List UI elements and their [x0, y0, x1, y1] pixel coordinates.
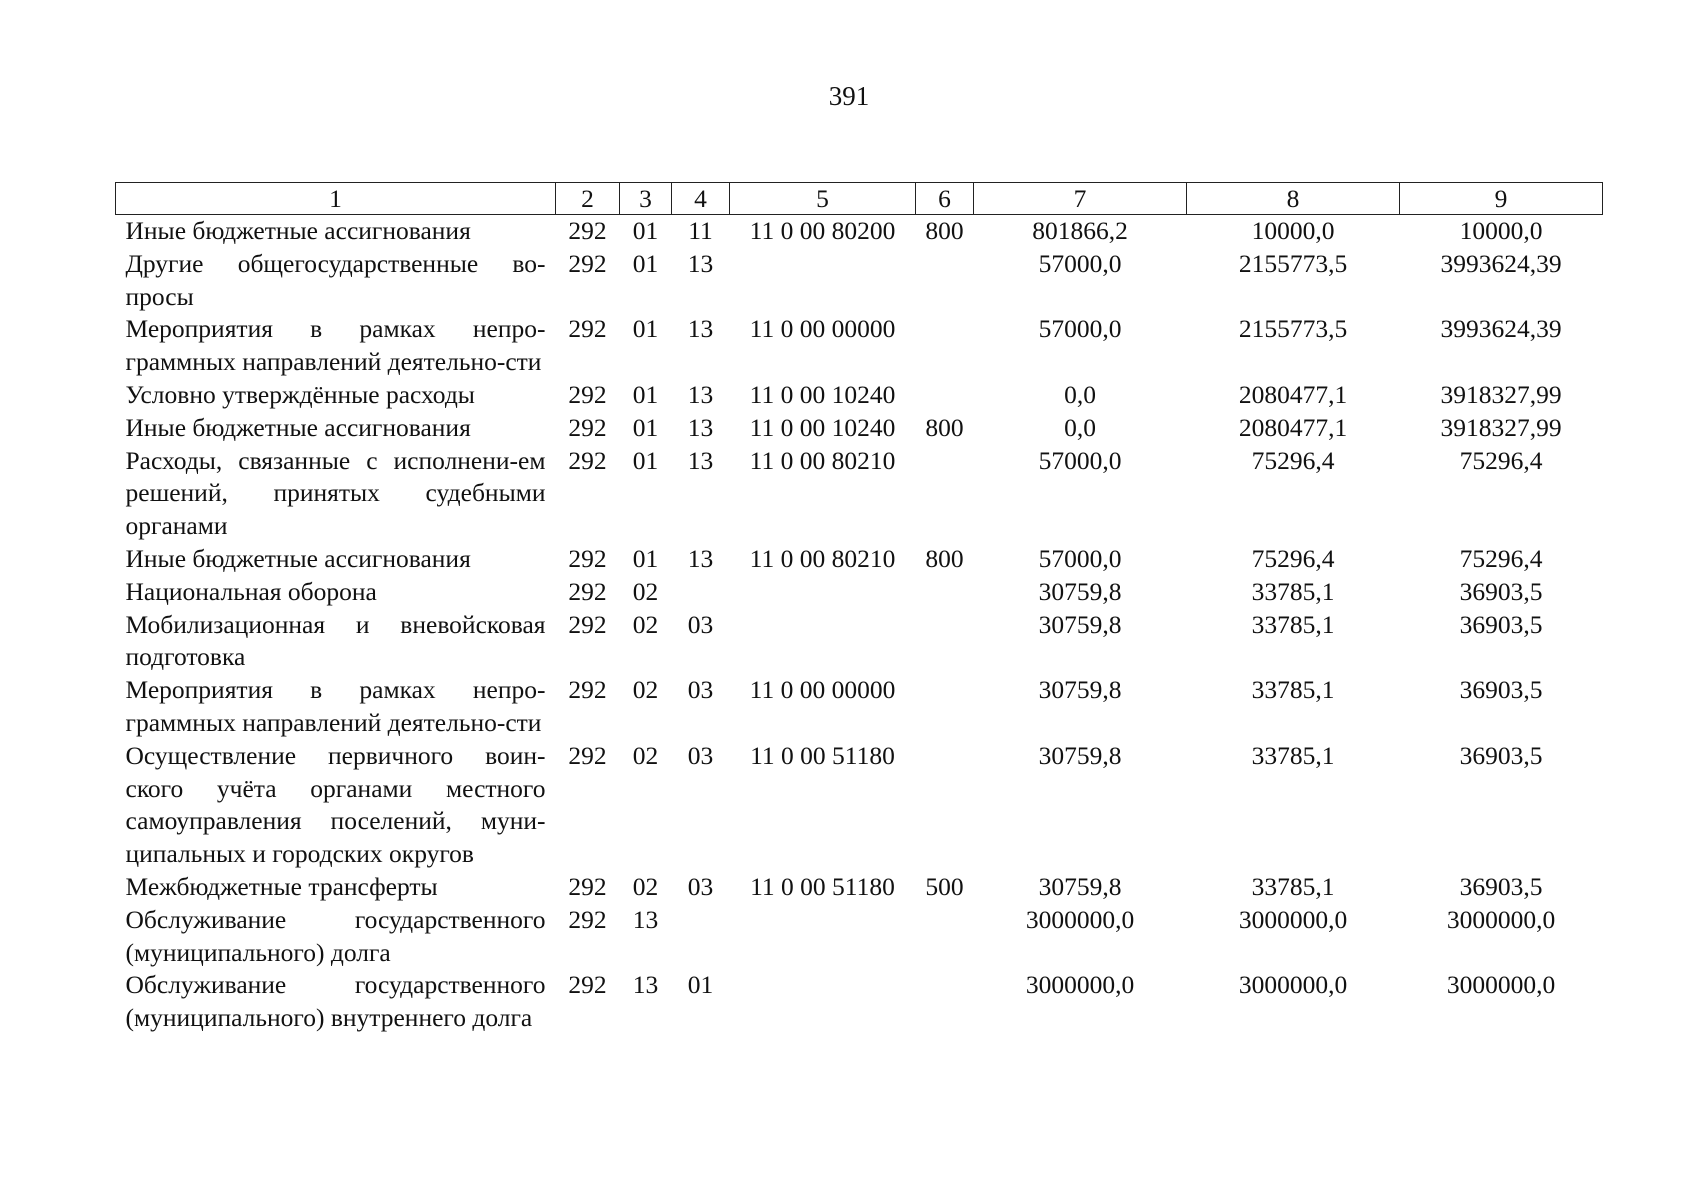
row-subsection-code: 13 [687, 379, 714, 409]
row-target-article [730, 904, 916, 970]
row-section-code: 01 [632, 412, 659, 442]
row-name: Мобилизационная и вневойсковая подготовка [125, 609, 546, 672]
budget-table [115, 182, 1603, 1035]
header-col-6: 6 [916, 183, 974, 215]
row-name: Обслуживание государственного (муниципального) внутреннего долга [125, 970, 546, 1033]
row-amount-col8: 3000000,0 [1238, 904, 1348, 934]
row-amount-col8: 33785,1 [1251, 675, 1335, 705]
row-subsection-code: 03 [687, 740, 714, 770]
row-target-article [730, 248, 916, 314]
row-grbs-code: 292 [568, 675, 607, 705]
row-amount-col8: 2155773,5 [1238, 248, 1348, 278]
row-target-article: 11 0 00 10240 [749, 379, 896, 409]
row-name: Обслуживание государственного (муниципального) долга [125, 904, 546, 967]
row-amount-col9: 3918327,99 [1440, 412, 1562, 442]
row-section-code: 02 [632, 871, 659, 901]
table-row [116, 576, 1603, 609]
row-amount-col8: 2080477,1 [1238, 379, 1348, 409]
row-target-article: 11 0 00 80200 [749, 216, 896, 245]
page-number: 391 [828, 81, 870, 111]
row-amount-col7: 57000,0 [1038, 314, 1122, 344]
row-grbs-code: 292 [568, 904, 607, 934]
header-row [116, 183, 1603, 215]
row-expense-type [916, 379, 974, 412]
row-amount-col7: 0,0 [1064, 412, 1096, 442]
row-expense-type: 800 [925, 543, 964, 573]
row-grbs-code: 292 [568, 445, 607, 475]
row-section-code: 13 [632, 970, 659, 1000]
row-amount-col8: 3000000,0 [1238, 970, 1348, 1000]
row-subsection-code: 03 [687, 609, 714, 639]
table-row [116, 313, 1603, 379]
row-amount-col7: 57000,0 [1038, 543, 1122, 573]
row-expense-type [916, 445, 974, 543]
row-target-article [730, 609, 916, 675]
row-grbs-code: 292 [568, 379, 607, 409]
row-section-code: 02 [632, 576, 659, 606]
row-expense-type [916, 969, 974, 1035]
row-subsection-code: 13 [687, 412, 714, 442]
row-expense-type: 800 [925, 216, 964, 245]
row-amount-col7: 0,0 [1064, 379, 1096, 409]
table-row [116, 543, 1603, 576]
header-col-4: 4 [672, 183, 730, 215]
table-row [116, 904, 1603, 970]
row-amount-col9: 36903,5 [1459, 675, 1543, 705]
row-subsection-code: 03 [687, 871, 714, 901]
header-col-5: 5 [730, 183, 916, 215]
row-name: Иные бюджетные ассигнования [125, 412, 471, 442]
row-section-code: 01 [632, 314, 659, 344]
row-grbs-code: 292 [568, 314, 607, 344]
row-subsection-code [672, 576, 730, 609]
header-col-8: 8 [1187, 183, 1400, 215]
row-subsection-code: 13 [687, 445, 714, 475]
table-row [116, 412, 1603, 445]
row-section-code: 02 [632, 609, 659, 639]
row-grbs-code: 292 [568, 970, 607, 1000]
row-amount-col9: 36903,5 [1459, 740, 1543, 770]
row-subsection-code: 13 [687, 543, 714, 573]
row-section-code: 01 [632, 445, 659, 475]
row-section-code: 13 [632, 904, 659, 934]
row-expense-type [916, 576, 974, 609]
header-col-1: 1 [116, 183, 556, 215]
row-name: Расходы, связанные с исполнени-ем решений, принятых судебными органами [125, 445, 546, 541]
row-amount-col9: 3000000,0 [1446, 904, 1556, 934]
row-expense-type [916, 740, 974, 871]
table-row [116, 871, 1603, 904]
row-name: Другие общегосударственные во-просы [125, 248, 546, 311]
row-amount-col7: 30759,8 [1038, 576, 1122, 606]
row-subsection-code [672, 904, 730, 970]
row-amount-col8: 33785,1 [1251, 609, 1335, 639]
row-amount-col8: 33785,1 [1251, 871, 1335, 901]
table-row [116, 969, 1603, 1035]
table-row [116, 609, 1603, 675]
row-expense-type [916, 248, 974, 314]
row-amount-col8: 33785,1 [1251, 740, 1335, 770]
row-amount-col7: 57000,0 [1038, 248, 1122, 278]
row-target-article [730, 969, 916, 1035]
row-expense-type: 500 [925, 871, 964, 901]
row-amount-col9: 36903,5 [1459, 576, 1543, 606]
row-grbs-code: 292 [568, 740, 607, 770]
row-subsection-code: 01 [687, 970, 714, 1000]
row-expense-type [916, 904, 974, 970]
header-col-9: 9 [1400, 183, 1603, 215]
row-amount-col9: 3993624,39 [1440, 248, 1562, 278]
table-row [116, 248, 1603, 314]
row-section-code: 01 [632, 543, 659, 573]
row-grbs-code: 292 [568, 412, 607, 442]
row-grbs-code: 292 [568, 576, 607, 606]
row-name: Межбюджетные трансферты [125, 871, 438, 901]
row-amount-col8: 2155773,5 [1238, 314, 1348, 344]
row-amount-col7: 3000000,0 [1025, 970, 1135, 1000]
header-col-7: 7 [974, 183, 1187, 215]
row-amount-col9: 36903,5 [1459, 609, 1543, 639]
row-amount-col7: 30759,8 [1038, 609, 1122, 639]
row-grbs-code: 292 [568, 216, 607, 245]
row-section-code: 02 [632, 675, 659, 705]
row-grbs-code: 292 [568, 248, 607, 278]
row-subsection-code: 13 [687, 248, 714, 278]
row-target-article: 11 0 00 80210 [749, 543, 896, 573]
row-subsection-code: 13 [687, 314, 714, 344]
row-amount-col8: 33785,1 [1251, 576, 1335, 606]
row-amount-col8: 75296,4 [1251, 445, 1335, 475]
row-amount-col7: 30759,8 [1038, 740, 1122, 770]
row-grbs-code: 292 [568, 871, 607, 901]
row-amount-col7: 57000,0 [1038, 445, 1122, 475]
row-name: Осуществление первичного воин-ского учёта органами местного самоуправления поселений, муни-ципальных и городских округов [125, 740, 546, 869]
row-subsection-code: 03 [687, 675, 714, 705]
row-amount-col9: 10000,0 [1459, 216, 1543, 245]
table-row [116, 674, 1603, 740]
row-name: Иные бюджетные ассигнования [125, 216, 471, 245]
row-name: Условно утверждённые расходы [125, 379, 475, 409]
row-target-article: 11 0 00 00000 [749, 675, 896, 705]
table-row [116, 445, 1603, 543]
row-amount-col7: 3000000,0 [1025, 904, 1135, 934]
row-name: Мероприятия в рамках непро-граммных направлений деятельно-сти [125, 314, 546, 377]
row-target-article [730, 576, 916, 609]
row-name: Иные бюджетные ассигнования [125, 543, 471, 573]
row-grbs-code: 292 [568, 609, 607, 639]
row-amount-col7: 30759,8 [1038, 871, 1122, 901]
row-amount-col7: 801866,2 [1032, 216, 1128, 245]
row-amount-col7: 30759,8 [1038, 675, 1122, 705]
row-section-code: 01 [632, 379, 659, 409]
table-row [116, 379, 1603, 412]
row-amount-col8: 2080477,1 [1238, 412, 1348, 442]
row-amount-col9: 75296,4 [1459, 445, 1543, 475]
row-expense-type [916, 313, 974, 379]
row-target-article: 11 0 00 00000 [749, 314, 896, 344]
row-target-article: 11 0 00 80210 [749, 445, 896, 475]
row-target-article: 11 0 00 51180 [750, 740, 895, 770]
row-expense-type: 800 [925, 412, 964, 442]
row-amount-col9: 36903,5 [1459, 871, 1543, 901]
table-row [116, 215, 1603, 248]
table-row [116, 740, 1603, 871]
table-header [116, 183, 1603, 215]
row-section-code: 02 [632, 740, 659, 770]
row-amount-col8: 10000,0 [1251, 216, 1335, 245]
row-amount-col8: 75296,4 [1251, 543, 1335, 573]
header-col-2: 2 [556, 183, 620, 215]
row-section-code: 01 [632, 216, 659, 245]
row-section-code: 01 [632, 248, 659, 278]
row-target-article: 11 0 00 10240 [749, 412, 896, 442]
row-name: Мероприятия в рамках непро-граммных направлений деятельно-сти [125, 675, 546, 737]
row-amount-col9: 75296,4 [1459, 543, 1543, 573]
row-expense-type [916, 674, 974, 740]
row-amount-col9: 3918327,99 [1440, 379, 1562, 409]
row-amount-col9: 3000000,0 [1446, 970, 1556, 1000]
row-expense-type [916, 609, 974, 675]
row-subsection-code: 11 [688, 216, 713, 245]
header-col-3: 3 [620, 183, 672, 215]
table-body [116, 215, 1603, 1035]
row-amount-col9: 3993624,39 [1440, 314, 1562, 344]
row-grbs-code: 292 [568, 543, 607, 573]
row-name: Национальная оборона [125, 576, 377, 606]
row-target-article: 11 0 00 51180 [750, 871, 895, 901]
